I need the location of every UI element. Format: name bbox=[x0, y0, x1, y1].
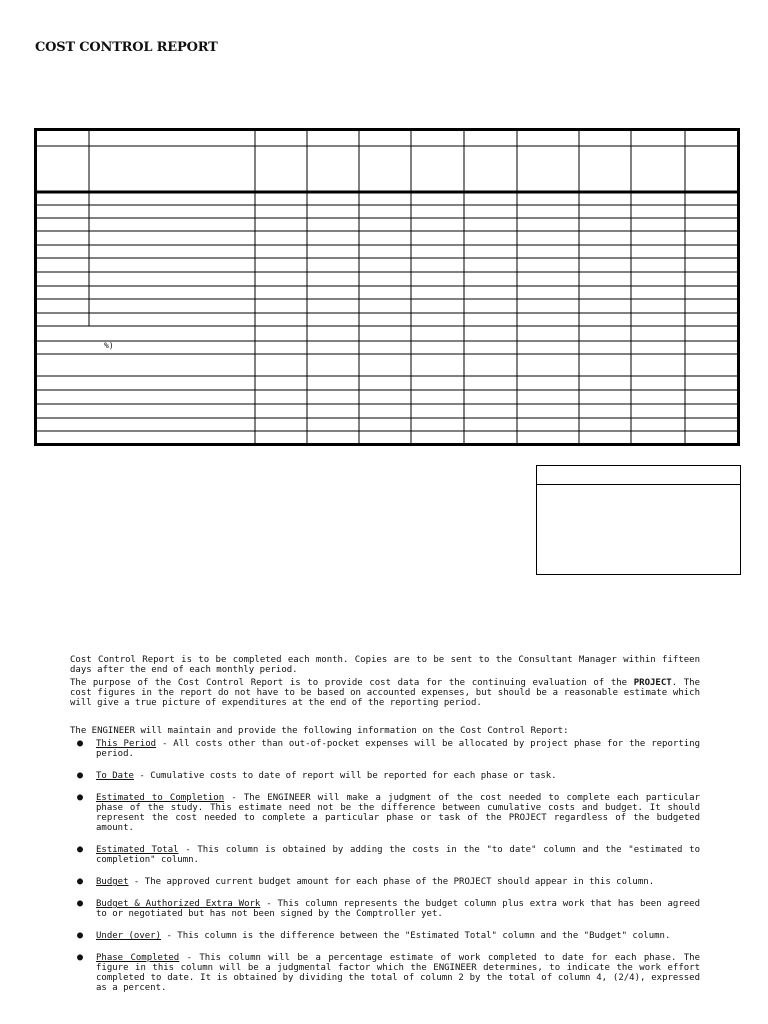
side-box-header bbox=[537, 466, 740, 485]
list-item: ● Phase Completed - This column will be a percentage estimate of work completed to date for each phase. The figure in this column will be a judgmental factor which the ENGINEER determines, to indicate the work effort completed to date. It is obtained by dividing the total of column 2 by the total of column 4, (2/4), expressed as a percent. bbox=[77, 952, 700, 993]
bullet-icon: ● bbox=[77, 770, 84, 781]
list-item: ● To Date - Cumulative costs to date of report will be reported for each phase or task. bbox=[77, 770, 557, 781]
list-item: ● Under (over) - This column is the difference between the "Estimated Total" column and the "Budget" column. bbox=[77, 930, 671, 941]
instructions-p2: The purpose of the Cost Control Report is to provide cost data for the continuing evaluation of the PROJECT. The cost figures in the report do not have to be based on accounted expenses, but should be a reasonable estimate which will give a true picture of expenditures at the end of the reporting period. bbox=[70, 678, 700, 708]
instructions-intro: The ENGINEER will maintain and provide the following information on the Cost Control Report: bbox=[70, 726, 569, 736]
bullet-icon: ● bbox=[77, 876, 84, 887]
bullet-icon: ● bbox=[77, 738, 84, 749]
bullet-icon: ● bbox=[77, 898, 84, 909]
instructions-p1: Cost Control Report is to be completed each month. Copies are to be sent to the Consultant Manager within fifteen days after the end of each monthly period. bbox=[70, 655, 700, 675]
project-bold: PROJECT bbox=[633, 678, 672, 688]
report-title: COST CONTROL REPORT bbox=[35, 40, 218, 55]
bullet-icon: ● bbox=[77, 792, 84, 803]
bullet-icon: ● bbox=[77, 930, 84, 941]
instructions bbox=[70, 655, 700, 1005]
instructions-list bbox=[70, 739, 700, 993]
list-item: ● Estimated to Completion - The ENGINEER will make a judgment of the cost needed to complete each particular phase of the study. This estimate need not be the difference between cumulative costs and budget. It should represent the cost needed to complete a particular phase or task of the PROJECT regardless of the budgeted amount. bbox=[77, 792, 701, 833]
cost-table bbox=[34, 128, 740, 446]
list-item: ● Estimated Total - This column is obtained by adding the costs in the "to date" column and the "estimated to completion" column. bbox=[77, 844, 701, 865]
percent-label: %) bbox=[104, 341, 114, 350]
list-item: ● Budget & Authorized Extra Work - This column represents the budget column plus extra work that has been agreed to or negotiated but has not been signed by the Comptroller yet. bbox=[77, 898, 700, 919]
cost-table-grid bbox=[37, 131, 737, 443]
bullet-icon: ● bbox=[77, 952, 84, 963]
bullet-icon: ● bbox=[77, 844, 84, 855]
list-item: ● This Period - All costs other than out-of-pocket expenses will be allocated by project phase for the reporting period. bbox=[77, 738, 700, 759]
list-item: ● Budget - The approved current budget amount for each phase of the PROJECT should appear in this column. bbox=[77, 876, 655, 887]
side-box bbox=[536, 465, 741, 575]
